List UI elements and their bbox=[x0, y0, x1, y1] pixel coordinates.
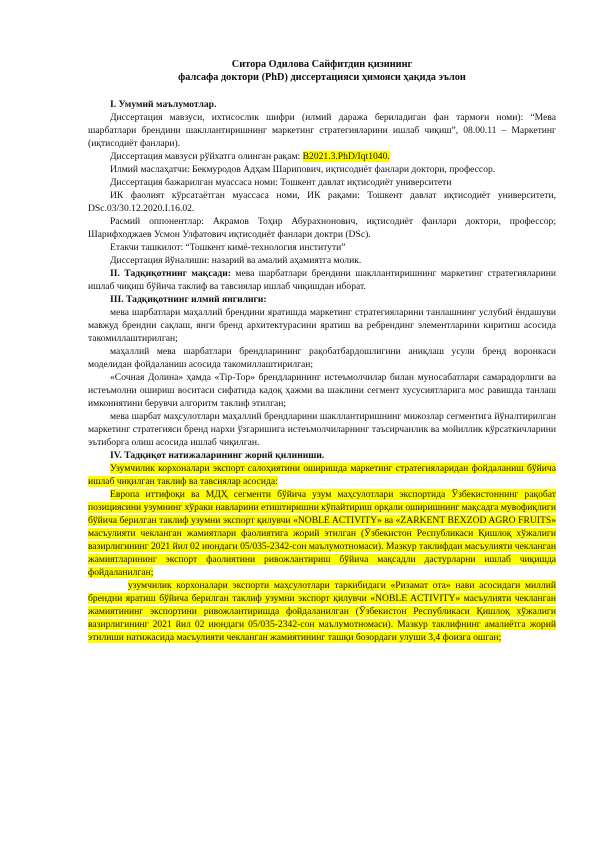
registration-label: Диссертация мавзуси рўйхатга олинган рақам: bbox=[110, 151, 303, 162]
paragraph-registration bbox=[88, 150, 556, 163]
results-intro bbox=[88, 462, 556, 488]
paragraph-council: ИК фаолият кўрсатаётган муассаса номи, ИК рақами: Тошкент давлат иқтисодиёт университети, DSc.03/30.12.2020.I.16.02. bbox=[88, 190, 556, 214]
novelty-item-2: маҳаллий мева шарбатлари брендларининг рақобатбардошлигини аниқлаш усули бренд воронкаси моделидан фойдаланиш асосида такомиллаштирилган; bbox=[88, 346, 556, 370]
results-item-1 bbox=[88, 488, 556, 579]
title-line-1: Ситора Одилова Сайфитдин қизининг bbox=[231, 59, 413, 70]
novelty-item-3: «Сочная Долина» ҳамда «Tip-Top» брендларининг истеъмолчилар билан муносабатлари самарадорлиги ва истеъмолни ошириш воситаси сифатида кадоқ ҳажми ва шаклини сегмент хусусиятларига мос равишда танлаш имкониятини берувчи алгоритм таклиф этилган; bbox=[88, 372, 556, 409]
results-intro-text: Узумчилик корхоналари экспорт салоҳиятини оширишда маркетинг стратегияларидан фойдаланиш бўйича ишлаб чиқилган таклиф ва тавсиялар асосида: bbox=[88, 463, 556, 487]
registration-number: B2021.3.PhD/Iqt1040. bbox=[302, 151, 390, 162]
paragraph-leading-org: Етакчи ташкилот: “Тошкент кимё-технология институти” bbox=[110, 242, 346, 253]
results-item-1-text: Европа иттифоқи ва МДҲ сегменти бўйича узум маҳсулотлари экспортида Ўзбекистоннинг рақобат позициясини узумнинг хўраки навларини етиштиришни кўпайтириш орқали оширишнинг мақсадга мувофиқлиги бўйича берилган таклиф узумни экспорт қилувчи «NOBLE ACTIVITY» ва «ZARKENT BEXZOD AGRO FRUITS» масъулияти чекланган жамиятлари фаолиятига жорий этилган (Ўзбекистон Республикаси Қишлоқ хўжалиги вазирлигининг 2021 йил 02 июндаги 05/035-2342-сон маълумотномаси). Мазкур таклифдан масъулияти чекланган жамиятларининг экспорт фаолиятини ривожлантириш бўйича мақсадли дастурларни ишлаб чиқишда фойдаланилган; bbox=[88, 489, 556, 578]
section-3-heading: III. Тадқиқотнинг илмий янгилиги: bbox=[110, 294, 267, 305]
section-2-text: мева шарбатлари брендини шакллантиришнинг маркетинг стратегияларини ишлаб чиқиш бўйича таклиф ва тавсиялар ишлаб чиқишдан иборат. bbox=[88, 268, 556, 292]
novelty-item-4: мева шарбат маҳсулотлари маҳаллий брендларини шакллантиришнинг мижозлар сегментига йўналтирилган маркетинг стратегияси бренд нархи ўзгаришига истеъмолчиларнинг таъсирчанлик ва мойиллик кўрсаткичларини эътиборга олиш асосида ишлаб чиқилган. bbox=[88, 411, 556, 448]
paragraph-opponents: Расмий оппонентлар: Акрамов Тоҳир Абурахнонович, иқтисодиёт фанлари доктори, профессор; Шарифходжаев Усмон Улфатович иқтисодиёт фанлари доктри (DSc). bbox=[88, 216, 556, 240]
novelty-item-1: мева шарбатлари маҳаллий брендини яратишда маркетинг стратегияларини танлашнинг услубий ёндашуви мавжуд брендни сақлаш, янги бренд архитектурасини яратиш ва ребрендинг элементларини киритиш асосида такомиллаштирилган; bbox=[88, 307, 556, 344]
section-1-heading: I. Умумий маълумотлар. bbox=[110, 99, 217, 110]
section-2-heading: II. Тадқиқотнинг мақсади: bbox=[110, 268, 231, 279]
document-title bbox=[88, 58, 556, 84]
section-4-heading: IV. Тадқиқот натижаларининг жорий қилиниши. bbox=[110, 450, 325, 461]
paragraph-institution: Диссертация бажарилган муассаса номи: Тошкент давлат иқтисодиёт университети bbox=[110, 177, 452, 188]
section-2-paragraph bbox=[88, 267, 556, 293]
results-item-2-text: узумчилик корхоналари экспорти маҳсулотлари таркибидаги «Ризамат ота» нави асосидаги миллий брендни яратиш бўйича берилган таклиф узумни экспорт қилувчи «NOBLE ACTIVITY» масъулияти чекланган жамиятининг экспортини ривожлантиришда фойдаланилган (Ўзбекистон Республикаси Қишлоқ хўжалиги вазирлигининг 2021 йил 02 июндаги 05/035-2342-сон маълумотномаси). Мазкур таклифнинг амалиётга жорий этилиши натижасида масъулияти чекланган жамиятининг ташқи бозордаги улуши 3,4 фоизга ошган; bbox=[88, 580, 556, 643]
title-line-2: фалсафа доктори (PhD) диссертацияси ҳимояси ҳақида эълон bbox=[178, 72, 466, 83]
paragraph-topic: Диссертация мавзуси, ихтисослик шифри (илмий даража бериладиган фан тармоғи номи): “Мева шарбатлари брендини шакллантиришнинг маркетинг стратегияларини ишлаб чиқиш”, 08.00.11 – Маркетинг (иқтисодиёт фанлари). bbox=[88, 112, 556, 149]
paragraph-advisor: Илмий маслаҳатчи: Бекмуродов Адҳам Шарипович, иқтисодиёт фанлари доктори, профессор. bbox=[110, 164, 496, 175]
document-body bbox=[88, 98, 556, 644]
paragraph-direction: Диссертация йўналиши: назарий ва амалий аҳамиятга молик. bbox=[110, 255, 362, 266]
results-item-2 bbox=[88, 579, 556, 644]
